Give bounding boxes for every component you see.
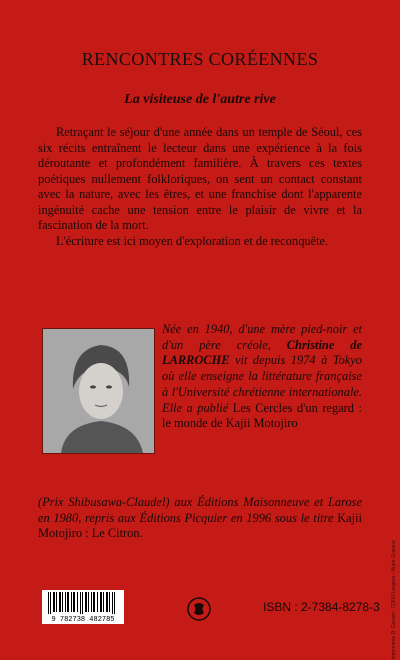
barcode-number: 9 782738 482785 (51, 616, 115, 624)
printer-note: Imprimerie D. Garnier, 72200 Langres - Autre Graveur (391, 540, 397, 660)
publisher-logo-icon (186, 596, 212, 622)
book-subtitle: La visiteuse de l'autre rive (124, 92, 276, 107)
bio-part-1: Née en 1940, d'une mère pied-noir et d'un père créole, (162, 322, 362, 352)
author-name: Christine de LARROCHE (162, 337, 362, 368)
blurb-paragraph-2: L'écriture est ici moyen d'exploration et de reconquête. (56, 233, 329, 248)
author-bio-continued (38, 495, 362, 542)
book-title-1: Les Cercles d'un regard : le monde de Kajii Motojiro (162, 400, 362, 431)
barcode (42, 590, 124, 624)
author-portrait-icon (42, 328, 155, 454)
bio-part-3: (Prix Shibusawa-Claudel) aux Éditions Maisonneuve et Larose en 1980, repris aux Éditions Picquier en 1996 sous le titre (38, 495, 362, 525)
book-title: RENCONTRES CORÉENNES (81, 49, 319, 69)
bio-part-2: vit depuis 1974 à Tokyo où elle enseigne la littérature française à l'Université chrétienne internationale. Elle a publié (162, 353, 362, 415)
isbn: ISBN : 2-7384-8278-3 (263, 600, 380, 614)
blurb (38, 125, 362, 249)
blurb-paragraph-1: Retraçant le séjour d'une année dans un temple de Séoul, ces six récits entraînent le lecteur dans une expérience à la fois déroutante et profondément familière. À travers ces textes poétiques nullement folkloriques, on sent un contact constant avec la nature, avec les êtres, et une franchise dont l'apparente ingénuité cache une tension entre le plaisir de vivre et la fascination de la mort. (38, 125, 362, 232)
book-title-2: Kajii Motojiro : Le Citron. (38, 510, 362, 541)
author-bio (162, 322, 362, 432)
barcode-bars-icon (42, 590, 124, 616)
